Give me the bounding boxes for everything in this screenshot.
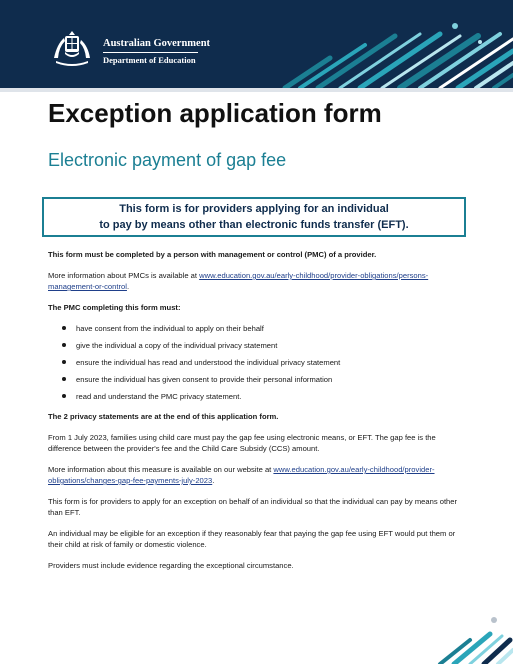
coat-of-arms-icon	[50, 28, 94, 68]
callout-line-1: This form is for providers applying for an individual	[119, 203, 389, 215]
measure-info-paragraph	[48, 464, 463, 486]
pmc-info-text: More information about PMCs is available at	[48, 271, 200, 280]
government-branding	[103, 38, 210, 65]
pmc-requirements-list	[48, 323, 463, 402]
list-item: have consent from the individual to apply on their behalf	[76, 323, 463, 334]
gap-fee-paragraph: From 1 July 2023, families using child care must pay the gap fee using electronic means, or EFT. The gap fee is the difference between the provider's fee and the Child Care Subsidy (CCS) amount.	[48, 433, 436, 453]
list-item: ensure the individual has given consent to provide their personal information	[76, 374, 463, 385]
measure-info-text: More information about this measure is available on our website at	[48, 465, 274, 474]
department-name: Department of Education	[103, 55, 196, 65]
info-callout	[42, 197, 466, 237]
list-item: ensure the individual has read and understood the individual privacy statement	[76, 357, 463, 368]
intro-text: This form must be completed by a person with management or control (PMC) of a provider.	[48, 250, 377, 259]
measure-info-link[interactable]: www.education.gov.au/early-childhood/provider-obligations/changes-gap-fee-payments-july-2023	[48, 465, 435, 485]
callout-line-2: to pay by means other than electronic funds transfer (EFT).	[99, 219, 409, 231]
government-name: Australian Government	[103, 38, 211, 49]
page-subtitle: Electronic payment of gap fee	[48, 150, 287, 170]
list-item: read and understand the PMC privacy statement.	[76, 391, 463, 402]
header-divider	[0, 88, 513, 92]
page-title: Exception application form	[48, 98, 382, 128]
pmc-info-end: .	[126, 282, 130, 291]
list-item: give the individual a copy of the individual privacy statement	[76, 340, 463, 351]
pmc-info-paragraph	[48, 270, 463, 292]
evidence-paragraph: Providers must include evidence regarding the exceptional circumstance.	[48, 561, 294, 570]
pmc-must-heading: The PMC completing this form must:	[48, 303, 181, 312]
page-header	[0, 0, 513, 88]
form-body	[48, 249, 463, 581]
privacy-note: The 2 privacy statements are at the end of this application form.	[48, 412, 279, 421]
measure-info-end: .	[212, 476, 215, 485]
pmc-info-link[interactable]: www.education.gov.au/early-childhood/provider-obligations/persons-management-or-control	[48, 271, 429, 291]
branding-divider	[103, 52, 198, 53]
eligibility-paragraph: An individual may be eligible for an exception if they reasonably fear that paying the gap fee using EFT would put them or their child at risk of family or domestic violence.	[48, 529, 456, 549]
corner-stripes-decoration	[430, 610, 513, 664]
purpose-paragraph: This form is for providers to apply for an exception on behalf of an individual so that the individual can pay by means other than EFT.	[48, 497, 458, 517]
